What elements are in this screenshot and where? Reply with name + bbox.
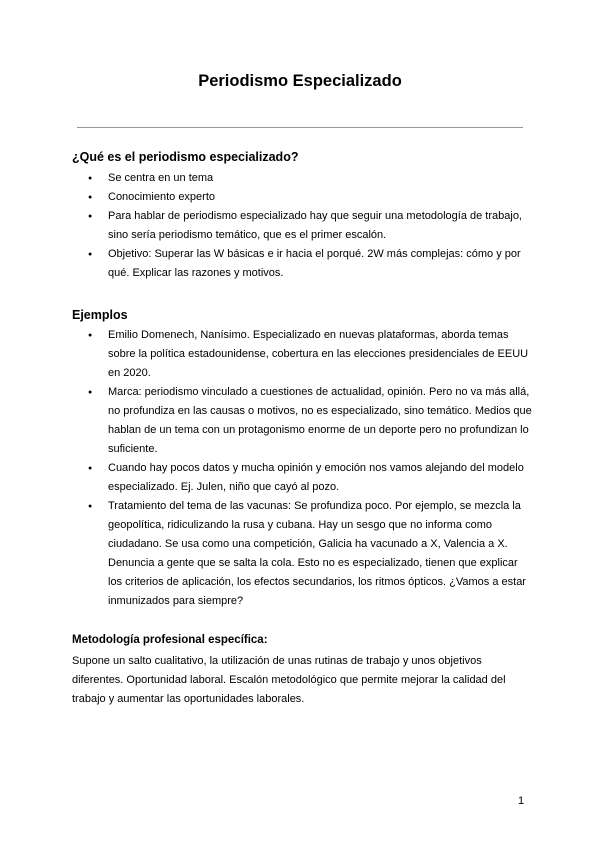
page-number: 1 bbox=[518, 795, 525, 807]
list-item: ● Conocimiento experto bbox=[72, 188, 532, 207]
list-item: ● Tratamiento del tema de las vacunas: Se profundiza poco. Por ejemplo, se mezcla la geopolítica, ridiculizando la rusa y cubana. Hay un sesgo que no informa como ciudadano. Se usa como una competición, Galicia ha vacunado a X, Valencia a X. Denuncia a gente que se salta la cola. Esto no es especializado, tienen que explicar los criterios de aplicación, los efectos secundarios, los ritmos ópticos. ¿Vamos a estar inmunizados para siempre? bbox=[72, 497, 532, 611]
list-item: ● Emilio Domenech, Nanísimo. Especializado en nuevas plataformas, aborda temas sobre la política estadounidense, cobertura en las elecciones presidenciales de EEUU en 2020. bbox=[72, 326, 532, 383]
document-title: Periodismo Especializado bbox=[198, 72, 402, 90]
bullet-list-ejemplos bbox=[72, 326, 532, 611]
list-item: ● Cuando hay pocos datos y mucha opinión y emoción nos vamos alejando del modelo especializado. Ej. Julen, niño que cayó al pozo. bbox=[72, 459, 532, 497]
paragraph-metodologia: Supone un salto cualitativo, la utilización de unas rutinas de trabajo y unos objetivos diferentes. Oportunidad laboral. Escalón metodológico que permite mejorar la calidad del trabajo y aumentar las oportunidades laborales. bbox=[72, 655, 506, 705]
bullet-list-que-es bbox=[72, 169, 532, 283]
section-heading-metodologia: Metodología profesional específica: bbox=[72, 634, 268, 646]
horizontal-rule bbox=[77, 127, 523, 128]
list-item: ● Se centra en un tema bbox=[72, 169, 532, 188]
section-heading-que-es: ¿Qué es el periodismo especializado? bbox=[72, 150, 299, 164]
list-item: ● Para hablar de periodismo especializado hay que seguir una metodología de trabajo, sino sería periodismo temático, que es el primer escalón. bbox=[72, 207, 532, 245]
list-item: ● Objetivo: Superar las W básicas e ir hacia el porqué. 2W más complejas: cómo y por qué. Explicar las razones y motivos. bbox=[72, 245, 532, 283]
list-item: ● Marca: periodismo vinculado a cuestiones de actualidad, opinión. Pero no va más allá, no profundiza en las causas o motivos, no es especializado, sino temático. Medios que hablan de un tema con un protagonismo enorme de un deporte pero no profundizan lo suficiente. bbox=[72, 383, 532, 459]
section-heading-ejemplos: Ejemplos bbox=[72, 308, 128, 322]
